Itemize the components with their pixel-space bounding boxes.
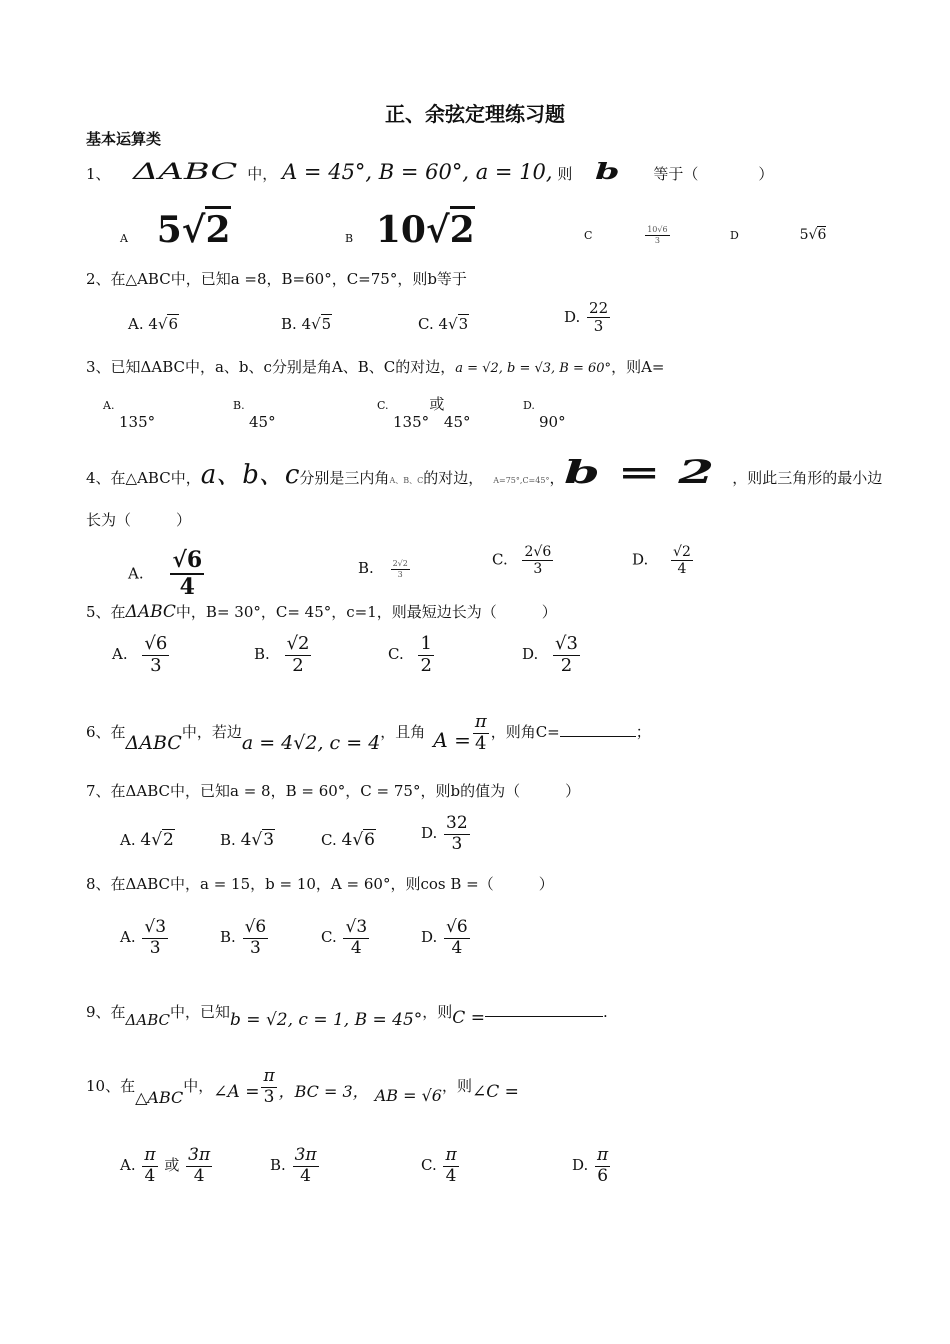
question-10 (86, 1062, 519, 1110)
option-label: B. (220, 831, 241, 849)
option-label: B. (233, 399, 245, 412)
option-numerator: 32 (446, 813, 468, 833)
q6-ruo: 中，若边 (181, 723, 242, 741)
question-3 (86, 355, 664, 381)
option-numerator: √6 (244, 917, 267, 937)
q10-ab: AB = √6 (374, 1086, 442, 1105)
q4-option-b (358, 556, 412, 580)
option-label: C. (321, 928, 342, 947)
q10-target: ∠C = (471, 1082, 519, 1102)
q4-condition: A=75°,C=45° (493, 476, 550, 485)
option-label: D (730, 229, 739, 242)
option-label: C. (418, 315, 439, 333)
q3-option-d (523, 392, 566, 442)
q4-tail: ，则此三角形的最小边 (732, 469, 883, 487)
q7-option-c: C. 4√6 (321, 830, 375, 850)
option-numerator: √2 (286, 633, 310, 654)
option-radicand: 6 (168, 315, 179, 333)
option-or: 或 (164, 1156, 180, 1175)
option-label: A. (112, 645, 133, 664)
option-coef: 4 (240, 830, 252, 850)
option-label: C. (321, 831, 342, 849)
option-coef: 4 (148, 315, 158, 333)
option-label: B. (254, 645, 275, 664)
q8-option-a (120, 918, 170, 958)
q6-tail: ，则角C= (490, 723, 560, 741)
option-numerator: √2 (673, 544, 691, 560)
option-label: D. (523, 399, 535, 412)
option-label: A. (128, 564, 149, 583)
option-value: 45° (249, 413, 276, 431)
question-4-line2: 长为（ ） (86, 511, 192, 529)
q5-option-c (388, 634, 436, 676)
q3-option-b (233, 392, 276, 442)
option-label: D. (572, 1156, 594, 1175)
option-numerator: √3 (555, 633, 578, 654)
option-denominator: 4 (179, 574, 195, 601)
q10-bc: ，BC = 3， (278, 1082, 369, 1101)
q3-option-a (103, 392, 156, 442)
q2-option-b: B. 4√5 (281, 315, 332, 333)
option-coef: 5 (156, 209, 182, 251)
option-radicand: 6 (364, 830, 375, 850)
option-denominator: 4 (445, 1165, 457, 1186)
q9-triangle: ΔABC (125, 1011, 170, 1029)
q4-mid: 分别是三内角 (299, 469, 390, 487)
option-denominator: 3 (249, 937, 261, 958)
q3-option-c (377, 392, 471, 442)
option-label: D. (564, 307, 586, 326)
question-4 (86, 452, 882, 501)
q4-angles: A、B、C (389, 476, 424, 485)
option-denominator: 2 (292, 654, 304, 676)
q10-option-c (421, 1146, 461, 1186)
option-label: B. (220, 928, 241, 947)
option-radicand: 2 (163, 830, 174, 850)
q3-text: 3、已知ΔABC中，a、b、c分别是角A、B、C的对边， (86, 358, 456, 376)
q6-prefix: 6、在 (86, 723, 126, 741)
option-radicand: 5 (321, 315, 332, 333)
q1-option-d: D 5√6 (730, 227, 827, 243)
option-coef: 5 (799, 227, 809, 243)
option-denominator: 4 (677, 561, 687, 578)
q10-ze: ，则 (441, 1077, 472, 1095)
option-radicand: 3 (263, 830, 275, 850)
option-coef: 4 (301, 315, 312, 333)
option-label: C. (492, 550, 513, 569)
option-value: 135° (393, 413, 430, 431)
q9-answer-blank[interactable] (485, 1016, 603, 1017)
q1-option-c (584, 222, 672, 248)
option-label: C. (377, 399, 389, 412)
question-8: 8、在ΔABC中，a = 15，b = 10，A = 60°，则cos B =（ ） (86, 875, 554, 893)
option-label: A (120, 232, 128, 245)
page-title: 正、余弦定理练习题 (385, 102, 565, 126)
option-radicand: 2 (205, 206, 230, 251)
q8-option-c (321, 918, 371, 958)
option-denominator: 2 (560, 654, 573, 676)
option-label: A. (128, 315, 149, 333)
option-numerator: π (144, 1145, 156, 1165)
option-label: A. (103, 399, 115, 412)
q4-prefix: 4、在△ABC中， (86, 469, 201, 487)
q10-numerator: π (263, 1065, 275, 1086)
q5-prefix: 5、在 (86, 603, 126, 621)
q4-option-a (128, 548, 206, 601)
option-numerator: 22 (589, 299, 609, 317)
q10-zhong: 中， (183, 1077, 214, 1095)
option-denominator: 4 (350, 937, 362, 958)
q1-number: 1、 (86, 165, 111, 183)
q9-end: . (602, 1003, 608, 1021)
q10-prefix: 10、在 (86, 1077, 136, 1095)
q4-abc: a、b、c (200, 460, 300, 490)
option-label: A. (120, 831, 141, 849)
q5-option-d (522, 634, 582, 676)
q2-option-a: A. 4√6 (128, 315, 179, 333)
option-numerator: 10√6 (647, 225, 668, 235)
q9-prefix: 9、在 (86, 1003, 126, 1021)
q6-answer-blank[interactable] (560, 736, 636, 737)
q7-option-a: A. 4√2 (120, 830, 174, 850)
option-denominator: 3 (150, 654, 162, 676)
option-numerator: √6 (144, 633, 168, 654)
option-denominator: 4 (300, 1165, 311, 1186)
q10-angle: ∠A = (213, 1082, 260, 1102)
option-label: D. (522, 645, 544, 664)
option-numerator: √3 (144, 917, 167, 937)
q6-angle: A = (433, 728, 471, 752)
q1-variable: b (595, 159, 620, 185)
q6-qie: ，且角 (380, 723, 426, 741)
option-label: B. (270, 1156, 291, 1175)
q6-condition: a = 4√2, c = 4 (241, 732, 381, 754)
option-value: 90° (539, 413, 566, 431)
option-label: D. (421, 928, 443, 947)
q10-option-b (270, 1146, 321, 1186)
option-numerator: π (445, 1145, 457, 1165)
q5-text: 中，B= 30°，C= 45°，c=1，则最短边长为（ ） (175, 603, 557, 621)
option-label: B. (358, 559, 379, 577)
option-denominator: 2 (420, 654, 432, 676)
q5-option-b (254, 634, 313, 676)
q4-b-value: b = 2 (564, 453, 715, 491)
option-numerator: √3 (345, 917, 368, 937)
q7-option-d (421, 814, 472, 854)
q9-ze: ，则 (422, 1003, 453, 1021)
option-denominator: 4 (144, 1165, 156, 1186)
q10-triangle: △ABC (135, 1088, 184, 1107)
option-coef: 4 (438, 315, 449, 333)
q4-option-c (492, 544, 555, 577)
option-label: A. (120, 1156, 141, 1175)
q1-ze: 则 (557, 165, 573, 183)
option-numerator: 2√2 (392, 559, 408, 569)
option-label: C. (388, 645, 409, 664)
q6-denominator: 4 (475, 732, 487, 754)
option-value: 135° (119, 413, 156, 431)
question-6 (86, 706, 651, 756)
q1-triangle: ΔABC (133, 160, 238, 185)
option-radicand: 3 (458, 315, 469, 333)
option-denominator: 3 (533, 561, 543, 578)
q9-variable: C = (452, 1008, 485, 1028)
option-numerator-2: 3π (188, 1145, 211, 1165)
option-label: D. (421, 824, 443, 843)
q2-option-d (564, 300, 612, 336)
option-label: A. (120, 928, 141, 947)
option-denominator: 3 (397, 569, 403, 579)
option-denominator: 3 (654, 235, 660, 245)
option-label: C. (421, 1156, 442, 1175)
option-denominator-2: 4 (193, 1165, 205, 1186)
option-numerator: √6 (446, 917, 468, 937)
q10-option-a (120, 1146, 214, 1186)
option-numerator: 2√6 (524, 544, 552, 560)
option-value-2: 45° (443, 413, 471, 431)
q2-option-c: C. 4√3 (418, 315, 469, 333)
option-label: C (584, 229, 593, 242)
option-denominator: 4 (451, 937, 463, 958)
q5-option-a (112, 634, 171, 676)
q3-tail: ，则A= (611, 358, 665, 376)
q8-option-b (220, 918, 270, 958)
option-denominator: 6 (597, 1165, 609, 1186)
q4-sep: ， (549, 469, 565, 487)
option-numerator: √6 (170, 548, 204, 575)
option-radicand: 6 (817, 227, 827, 243)
q6-end: ； (635, 723, 651, 741)
option-denominator: 3 (451, 833, 463, 854)
question-9 (86, 994, 608, 1030)
option-label: B (345, 232, 354, 245)
option-coef: 4 (140, 830, 152, 850)
q6-triangle: ΔABC (125, 732, 182, 754)
option-or: 或 (429, 395, 445, 413)
option-numerator: 1 (420, 633, 432, 654)
option-numerator: π (597, 1145, 609, 1165)
q1-option-a: A 5√2 (120, 218, 231, 251)
option-coef: 4 (341, 830, 353, 850)
question-1 (86, 160, 773, 186)
q8-option-d (421, 918, 472, 958)
question-7: 7、在ΔABC中，已知a = 8，B = 60°，C = 75°，则b的值为（ ） (86, 782, 581, 800)
q9-yz: 中，已知 (170, 1003, 231, 1021)
q7-option-b: B. 4√3 (220, 830, 275, 850)
q9-condition: b = √2, c = 1, B = 45° (230, 1010, 423, 1030)
q1-option-b: B 10√2 (345, 218, 475, 251)
q4-option-d (632, 544, 695, 577)
option-denominator: 3 (593, 317, 604, 336)
q1-zhong: 中， (247, 165, 278, 183)
option-radicand: 2 (450, 206, 475, 251)
option-label: D. (632, 550, 654, 569)
q1-tail: 等于（ ） (653, 165, 774, 183)
q3-condition: a = √2, b = √3, B = 60° (455, 361, 612, 376)
q10-denominator: 3 (263, 1086, 275, 1107)
q10-option-d (572, 1146, 612, 1186)
q6-numerator: π (474, 710, 487, 732)
section-heading: 基本运算类 (86, 130, 162, 148)
option-numerator: 3π (294, 1145, 317, 1165)
question-5 (86, 600, 557, 624)
question-2: 2、在△ABC中，已知a =8，B=60°，C=75°，则b等于 (86, 270, 467, 288)
q5-triangle: ΔABC (125, 602, 176, 622)
option-denominator: 3 (149, 937, 161, 958)
option-coef: 10 (375, 209, 426, 251)
option-label: B. (281, 315, 302, 333)
q1-condition: A = 45°, B = 60°, a = 10, (282, 160, 553, 184)
q4-dui: 的对边， (423, 469, 484, 487)
